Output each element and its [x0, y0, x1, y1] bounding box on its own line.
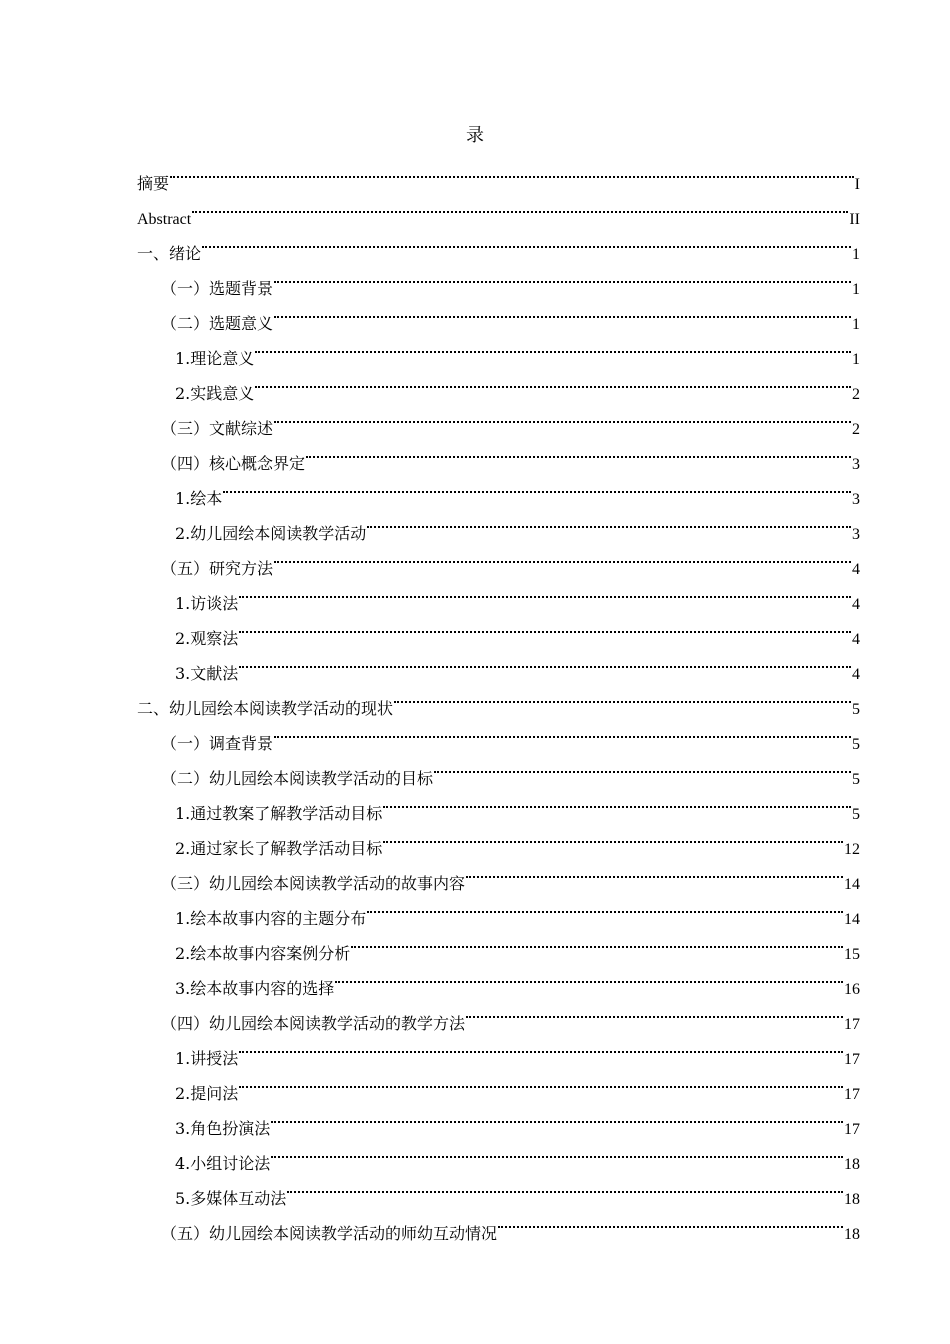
toc-dot-leader: [238, 1064, 844, 1099]
toc-entry: [137, 574, 860, 613]
toc-entry-label: 2.通过家长了解教学活动目标: [175, 839, 383, 858]
toc-entry-page-number: 12: [844, 841, 860, 858]
toc-entry-page-number: 15: [844, 946, 860, 963]
toc-entry: [137, 1099, 860, 1138]
toc-entry-page-number: 18: [844, 1191, 860, 1208]
toc-entry-page-number: 1: [852, 316, 860, 333]
toc-entry: [137, 224, 860, 263]
toc-entry-label: 4.小组讨论法: [175, 1154, 271, 1173]
toc-entry: [137, 154, 860, 193]
toc-dot-leader: [169, 154, 855, 189]
toc-entry-page-number: I: [854, 176, 860, 193]
toc-dot-leader: [366, 889, 844, 924]
toc-entry-page-number: 4: [852, 596, 860, 613]
toc-entry-label: 一、绪论: [137, 244, 202, 263]
toc-entry-page-number: 4: [852, 561, 860, 578]
toc-list: [137, 154, 860, 1243]
toc-dot-leader: [273, 714, 852, 749]
toc-dot-leader: [238, 1029, 844, 1064]
toc-entry-label: 3.角色扮演法: [175, 1119, 271, 1138]
toc-entry-label: 1.绘本: [175, 489, 223, 508]
toc-entry-page-number: 17: [844, 1051, 860, 1068]
toc-entry-label: （一）选题背景: [161, 279, 274, 298]
toc-dot-leader: [334, 959, 844, 994]
toc-entry-label: （一）调查背景: [161, 734, 274, 753]
toc-dot-leader: [238, 609, 852, 644]
toc-dot-leader: [270, 1134, 844, 1169]
toc-entry-page-number: 3: [852, 456, 860, 473]
toc-entry-page-number: 3: [852, 526, 860, 543]
toc-entry-page-number: 17: [844, 1016, 860, 1033]
toc-entry-page-number: 16: [844, 981, 860, 998]
toc-entry-label: （四）核心概念界定: [161, 454, 306, 473]
toc-dot-leader: [382, 784, 852, 819]
toc-entry-page-number: II: [849, 211, 860, 228]
toc-entry: [137, 504, 860, 543]
toc-entry-label: 摘要: [137, 174, 170, 193]
toc-entry-label: 2.实践意义: [175, 384, 255, 403]
toc-dot-leader: [270, 1099, 844, 1134]
toc-entry-page-number: 5: [852, 701, 860, 718]
toc-entry-label: （五）幼儿园绘本阅读教学活动的师幼互动情况: [161, 1224, 498, 1243]
toc-entry-label: 2.观察法: [175, 629, 239, 648]
toc-dot-leader: [238, 644, 852, 679]
toc-entry-page-number: 2: [852, 386, 860, 403]
toc-dot-leader: [201, 224, 852, 259]
toc-dot-leader: [286, 1169, 844, 1204]
toc-entry-page-number: 1: [852, 281, 860, 298]
toc-entry-page-number: 2: [852, 421, 860, 438]
toc-dot-leader: [191, 189, 849, 224]
toc-dot-leader: [238, 574, 852, 609]
toc-entry-page-number: 18: [844, 1156, 860, 1173]
toc-entry-label: 1.理论意义: [175, 349, 255, 368]
toc-dot-leader: [393, 679, 852, 714]
toc-entry: [137, 1064, 860, 1103]
toc-entry-label: 2.绘本故事内容案例分析: [175, 944, 351, 963]
toc-entry-label: 2.幼儿园绘本阅读教学活动: [175, 524, 367, 543]
toc-entry: [137, 259, 860, 298]
toc-entry: [137, 679, 860, 718]
toc-dot-leader: [350, 924, 844, 959]
toc-dot-leader: [382, 819, 844, 854]
toc-entry: [137, 609, 860, 648]
toc-dot-leader: [433, 749, 852, 784]
toc-entry-label: 2.提问法: [175, 1084, 239, 1103]
toc-entry-label: 二、幼儿园绘本阅读教学活动的现状: [137, 699, 394, 718]
toc-dot-leader: [254, 364, 852, 399]
toc-entry-label: 1.访谈法: [175, 594, 239, 613]
toc-entry-page-number: 4: [852, 631, 860, 648]
toc-entry-page-number: 5: [852, 736, 860, 753]
toc-dot-leader: [366, 504, 852, 539]
toc-entry-page-number: 1: [852, 351, 860, 368]
toc-entry-label: （二）幼儿园绘本阅读教学活动的目标: [161, 769, 434, 788]
toc-entry: [137, 469, 860, 508]
toc-dot-leader: [273, 539, 852, 574]
toc-dot-leader: [273, 294, 852, 329]
toc-entry-page-number: 17: [844, 1086, 860, 1103]
toc-entry-label: Abstract: [137, 211, 192, 228]
toc-entry-page-number: 14: [844, 876, 860, 893]
toc-entry-label: （三）幼儿园绘本阅读教学活动的故事内容: [161, 874, 466, 893]
toc-entry: [137, 644, 860, 683]
toc-entry-page-number: 17: [844, 1121, 860, 1138]
toc-dot-leader: [254, 329, 852, 364]
toc-entry-label: 1.通过教案了解教学活动目标: [175, 804, 383, 823]
toc-entry-label: 5.多媒体互动法: [175, 1189, 287, 1208]
toc-entry: [137, 189, 860, 228]
toc-entry-page-number: 4: [852, 666, 860, 683]
toc-entry-label: （三）文献综述: [161, 419, 274, 438]
toc-entry-page-number: 1: [852, 246, 860, 263]
toc-entry-page-number: 5: [852, 771, 860, 788]
toc-dot-leader: [273, 399, 852, 434]
toc-entry-label: 1.绘本故事内容的主题分布: [175, 909, 367, 928]
toc-entry-page-number: 3: [852, 491, 860, 508]
toc-entry-page-number: 5: [852, 806, 860, 823]
toc-entry-label: 3.绘本故事内容的选择: [175, 979, 335, 998]
toc-title: 录: [466, 125, 484, 146]
toc-entry-label: （五）研究方法: [161, 559, 274, 578]
toc-dot-leader: [465, 854, 844, 889]
toc-entry-page-number: 14: [844, 911, 860, 928]
toc-entry-label: （四）幼儿园绘本阅读教学活动的教学方法: [161, 1014, 466, 1033]
toc-dot-leader: [273, 259, 852, 294]
toc-dot-leader: [305, 434, 852, 469]
toc-entry: [137, 1029, 860, 1068]
toc-entry-label: 3.文献法: [175, 664, 239, 683]
toc-entry-page-number: 18: [844, 1226, 860, 1243]
toc-dot-leader: [222, 469, 852, 504]
toc-dot-leader: [465, 994, 844, 1029]
toc-entry-label: （二）选题意义: [161, 314, 274, 333]
toc-entry-label: 1.讲授法: [175, 1049, 239, 1068]
toc-dot-leader: [497, 1204, 844, 1239]
